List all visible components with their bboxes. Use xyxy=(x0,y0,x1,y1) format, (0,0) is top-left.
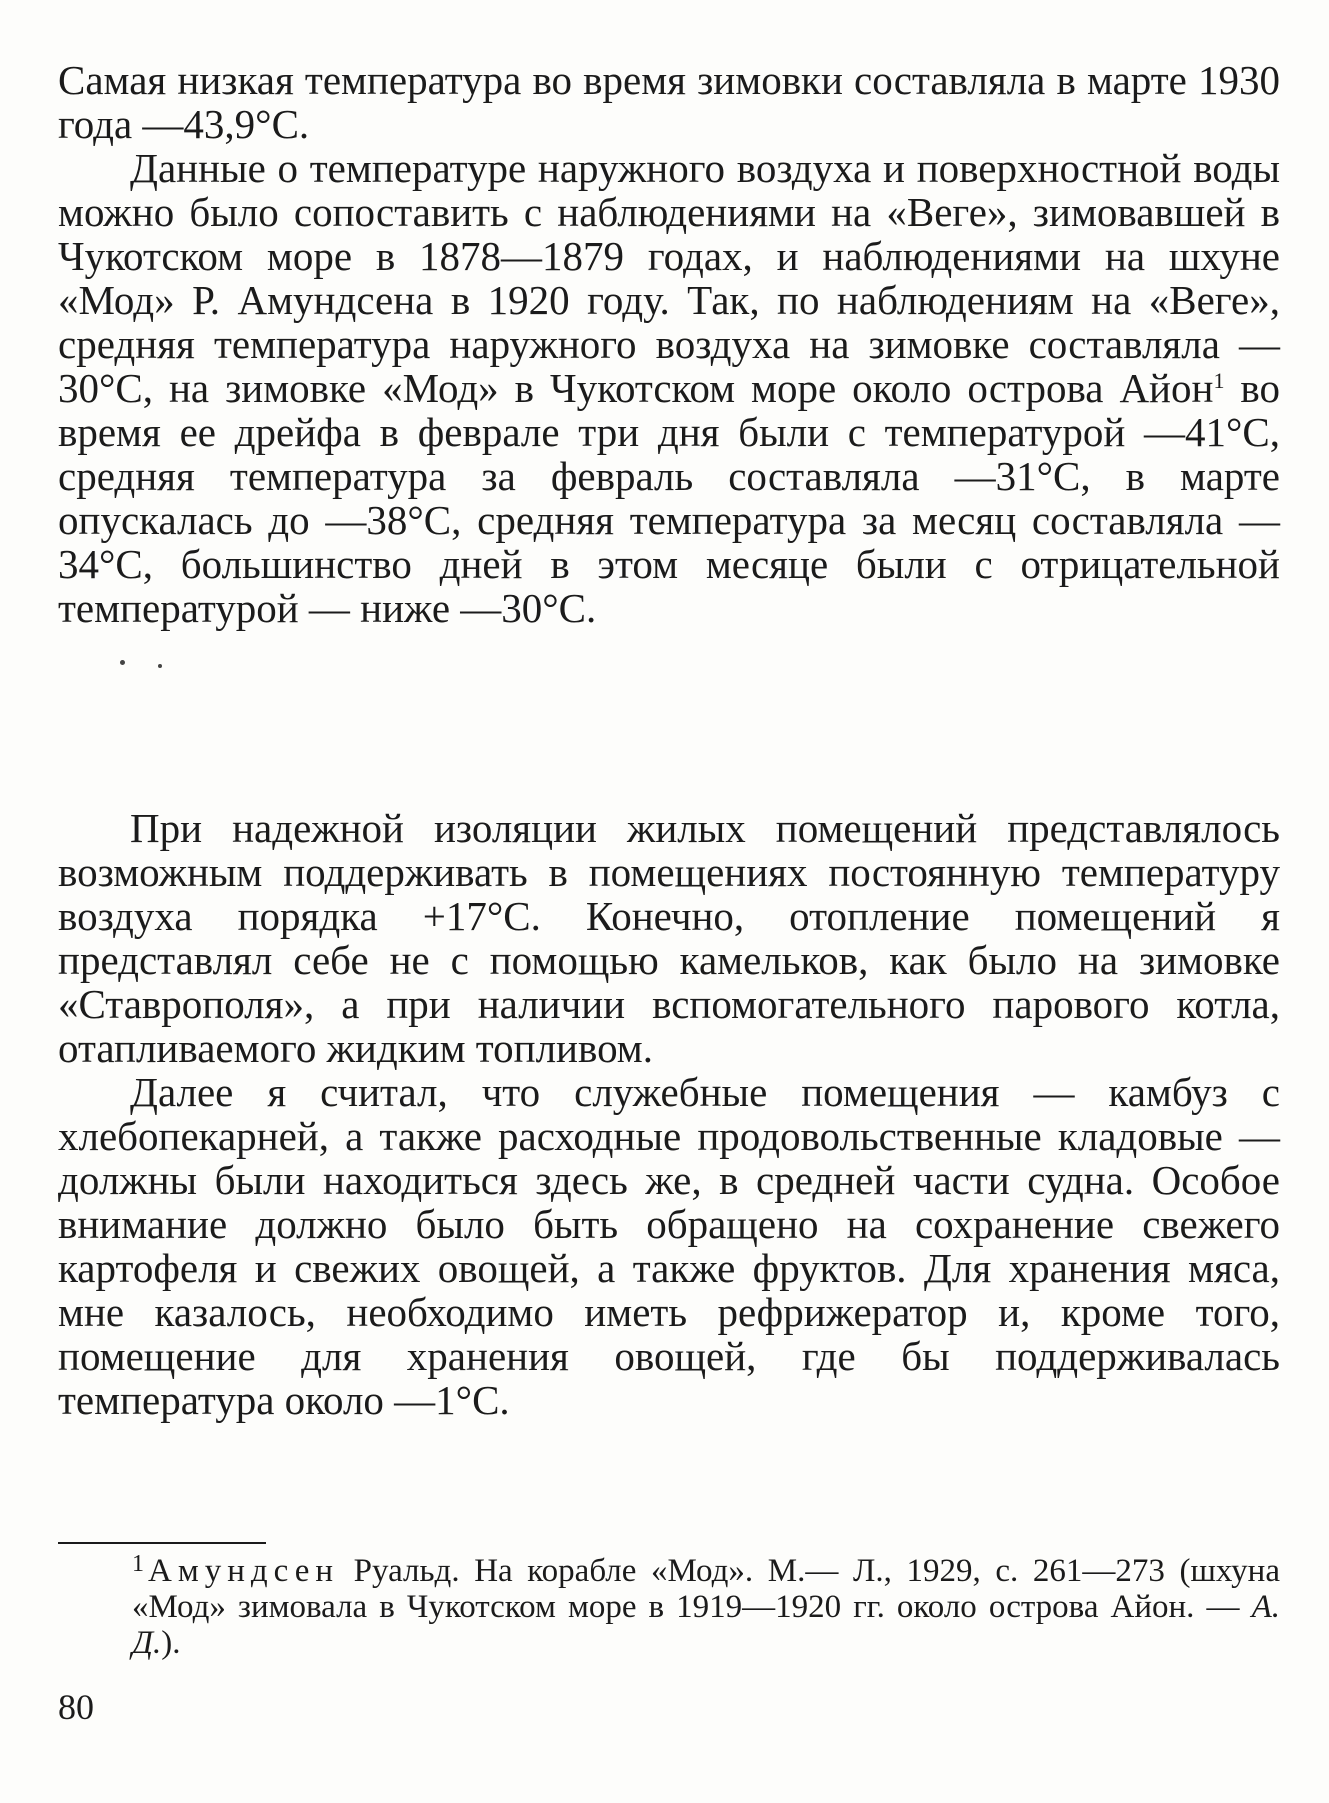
print-speck xyxy=(120,660,125,665)
footnote-attribution: А. Д. xyxy=(132,1589,1280,1661)
footnote-reference: 1 xyxy=(1213,368,1225,393)
footnote-closing: ). xyxy=(161,1625,181,1661)
paragraph-insulation-heating: При надежной изоляции жилых помещений представлялось возможным поддерживать в помещениях постоянную температуру воздуха порядка +17°С. Конечно, отопление помещений я представлял себе не с помощью камельков, как было на зимовке «Ставрополя», а при наличии вспомогательного парового котла, отапливаемого жидким топливом. xyxy=(58,805,1280,1071)
footnote-marker: 1 xyxy=(132,1551,144,1577)
footnote-author: Амундсен xyxy=(148,1553,340,1589)
paragraph-text: Данные о температуре наружного воздуха и поверхностной воды можно было сопоставить с наблюдениями на «Веге», зимовавшей в Чукотском море в 1878—1879 годах, и наблюдениями на шхуне «Мод» Р. Амундсена в 1920 году. Так, по наблюдениям на «Веге», средняя температура наружного воздуха на зимовке составляла —30°С, на зимовке «Мод» в Чукотском море около острова Айон xyxy=(58,145,1280,411)
footnote-text: Руальд. На корабле «Мод». М.— Л., 1929, с. 261—273 (шхуна «Мод» зимовала в Чукотском море в 1919—1920 гг. около острова Айон. — xyxy=(132,1553,1280,1625)
paragraph-lowest-temperature: Самая низкая температура во время зимовки составляла в марте 1930 года —43,9°С. xyxy=(58,57,1280,147)
paragraph-service-rooms: Далее я считал, что служебные помещения — камбуз с хлебопекарней, а также расходные продовольственные кладовые — должны были находиться здесь же, в средней части судна. Особое внимание должно было быть обращено на сохранение свежего картофеля и свежих овощей, а также фруктов. Для хранения мяса, мне казалось, необходимо иметь рефрижератор и, кроме того, помещение для хранения овощей, где бы поддерживалась температура около —1°С. xyxy=(58,1069,1280,1423)
footnote-divider xyxy=(58,1542,266,1544)
footnote xyxy=(58,1553,1280,1661)
footnote-body xyxy=(58,1553,1280,1661)
paragraph-text-continued: во время ее дрейфа в феврале три дня были с температурой —41°С, средняя температура за февраль составляла —31°С, в марте опускалась до —38°С, средняя температура за месяц составляла —34°С, большинство дней в этом месяце были с отрицательной температурой — ниже —30°С. xyxy=(58,365,1280,631)
text-block-upper xyxy=(58,58,1280,630)
text-block-lower xyxy=(58,806,1280,1422)
paragraph-comparison-vega-maud xyxy=(58,146,1280,630)
page-number: 80 xyxy=(58,1687,94,1727)
print-speck xyxy=(158,664,162,668)
